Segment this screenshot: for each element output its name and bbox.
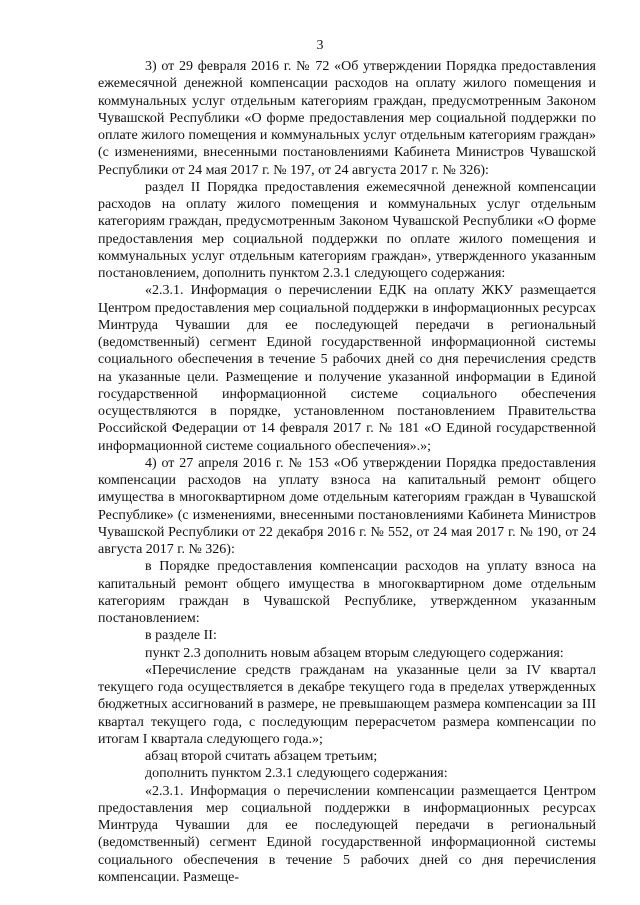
paragraph: дополнить пунктом 2.3.1 следующего содержания: <box>145 766 448 782</box>
paragraph: абзац второй считать абзацем третьим; <box>145 749 378 764</box>
paragraph: в Порядке предоставления компенсации расходов на уплату взноса на капитальный ремонт общего имущества в многоквартирном доме отдельным категориям граждан в Чувашской Республике, утвержденном указанным постановлением: <box>98 559 596 626</box>
page-number: 3 <box>316 38 324 53</box>
document-body <box>98 58 596 886</box>
paragraph: 4) от 27 апреля 2016 г. № 153 «Об утверждении Порядка предоставления компенсации расходов на уплату взноса на капитальный ремонт общего имущества в многоквартирном доме отдельным категориям граждан в Чувашской Республике» (с изменениями, внесенными постановлениями Кабинета Министров Чувашской Республики от 22 декабря 2016 г. № 552, от 24 мая 2017 г. № 190, от 24 августа 2017 г. № 326): <box>98 455 596 557</box>
paragraph: «2.3.1. Информация о перечислении ЕДК на оплату ЖКУ размещается Центром предоставления мер социальной поддержки в информационных ресурсах Минтруда Чувашии для ее последующей передачи в региональный (ведомственный) сегмент Единой государственной информационной системы социального обеспечения в течение 5 рабочих дней со дня перечисления средств на указанные цели. Размещение и получение указанной информации в Единой государственной информационной системе социального обеспечения осуществляются в порядке, установленном постановлением Правительства Российской Федерации от 14 февраля 2017 г. № 181 «О Единой государственной информационной системе социального обеспечения».»; <box>98 283 596 454</box>
paragraph: 3) от 29 февраля 2016 г. № 72 «Об утверждении Порядка предоставления ежемесячной денежной компенсации расходов на оплату жилого помещения и коммунальных услуг отдельным категориям граждан, предусмотренным Законом Чувашской Республики «О форме предоставления мер социальной поддержки по оплате жилого помещения и коммунальных услуг отдельным категориям граждан» (с изменениями, внесенными постановлениями Кабинета Министров Чувашской Республики от 24 мая 2017 г. № 197, от 24 августа 2017 г. № 326): <box>98 59 596 178</box>
paragraph: в разделе II: <box>145 628 217 644</box>
paragraph: пункт 2.3 дополнить новым абзацем вторым следующего содержания: <box>145 645 564 661</box>
paragraph: «Перечисление средств гражданам на указанные цели за IV квартал текущего года осуществляется в декабре текущего года в пределах утвержденных бюджетных ассигнований в размере, не превышающем размера компенсации за III квартал текущего года, с последующим перерасчетом размера компенсации по итогам I квартала следующего года.»; <box>98 662 596 747</box>
paragraph: «2.3.1. Информация о перечислении компенсации размещается Центром предоставления мер социальной поддержки в информационных ресурсах Минтруда Чувашии для ее последующей передачи в региональный (ведомственный) сегмент Единой государственной информационной системы социального обеспечения в течение 5 рабочих дней со дня перечисления компенсации. Размеще- <box>98 783 596 885</box>
paragraph: раздел II Порядка предоставления ежемесячной денежной компенсации расходов на оплату жилого помещения и коммунальных услуг отдельным категориям граждан, предусмотренным Законом Чувашской Республики «О форме предоставления мер социальной поддержки по оплате жилого помещения и коммунальных услуг отдельным категориям граждан», утвержденного указанным постановлением, дополнить пунктом 2.3.1 следующего содержания: <box>98 179 596 281</box>
